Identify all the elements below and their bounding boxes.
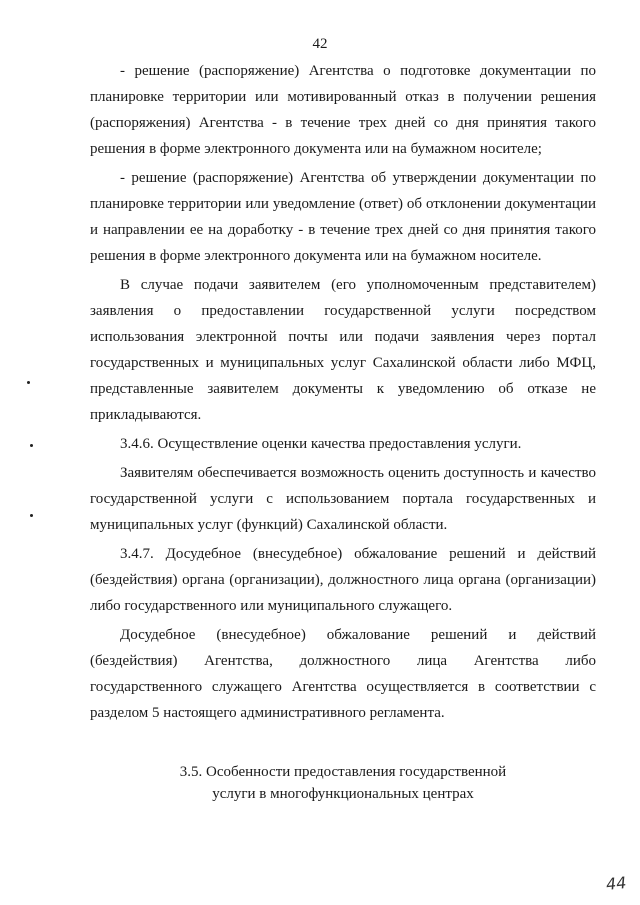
- section-heading-line2: услуги в многофункциональных центрах: [212, 786, 474, 802]
- section-heading-line1: 3.5. Особенности предоставления государственной: [179, 764, 507, 780]
- document-body: [90, 58, 596, 729]
- paragraph-appeal: Досудебное (внесудебное) обжалование решений и действий (бездействия) Агентства, должностного лица Агентства либо государственного служащего Агентства осуществляется в соответствии с разделом 5 настоящего административного регламента.: [90, 627, 596, 721]
- page-number: 42: [312, 36, 328, 52]
- section-heading: [90, 761, 596, 805]
- handwritten-page-number: 44: [604, 872, 627, 895]
- paragraph-3-4-6: 3.4.6. Осуществление оценки качества предоставления услуги.: [120, 436, 522, 452]
- paragraph-decision-approval: - решение (распоряжение) Агентства об утверждении документации по планировке территории или уведомление (ответ) об отклонении документации и направлении ее на доработку - в течение трех дней со дня принятия такого решения в форме электронного документа или на бумажном носителе.: [90, 170, 596, 264]
- paragraph-electronic-submission: В случае подачи заявителем (его уполномоченным представителем) заявления о предоставлении государственной услуги посредством использования электронной почты или подачи заявления через портал государственных и муниципальных услуг Сахалинской области либо МФЦ, представленные заявителем документы к уведомлению об отказе не прикладываются.: [90, 277, 596, 423]
- paragraph-3-4-7: 3.4.7. Досудебное (внесудебное) обжалование решений и действий (бездействия) органа (организации), должностного лица органа (организации) либо государственного или муниципального служащего.: [90, 546, 596, 614]
- scan-dot: [30, 444, 33, 447]
- paragraph-decision-preparation: - решение (распоряжение) Агентства о подготовке документации по планировке территории или мотивированный отказ в получении решения (распоряжения) Агентства - в течение трех дней со дня принятия такого решения в форме электронного документа или на бумажном носителе;: [90, 63, 596, 157]
- scan-dot: [27, 381, 30, 384]
- paragraph-quality-assessment: Заявителям обеспечивается возможность оценить доступность и качество государственной услуги с использованием портала государственных и муниципальных услуг (функций) Сахалинской области.: [90, 465, 596, 533]
- scan-dot: [30, 514, 33, 517]
